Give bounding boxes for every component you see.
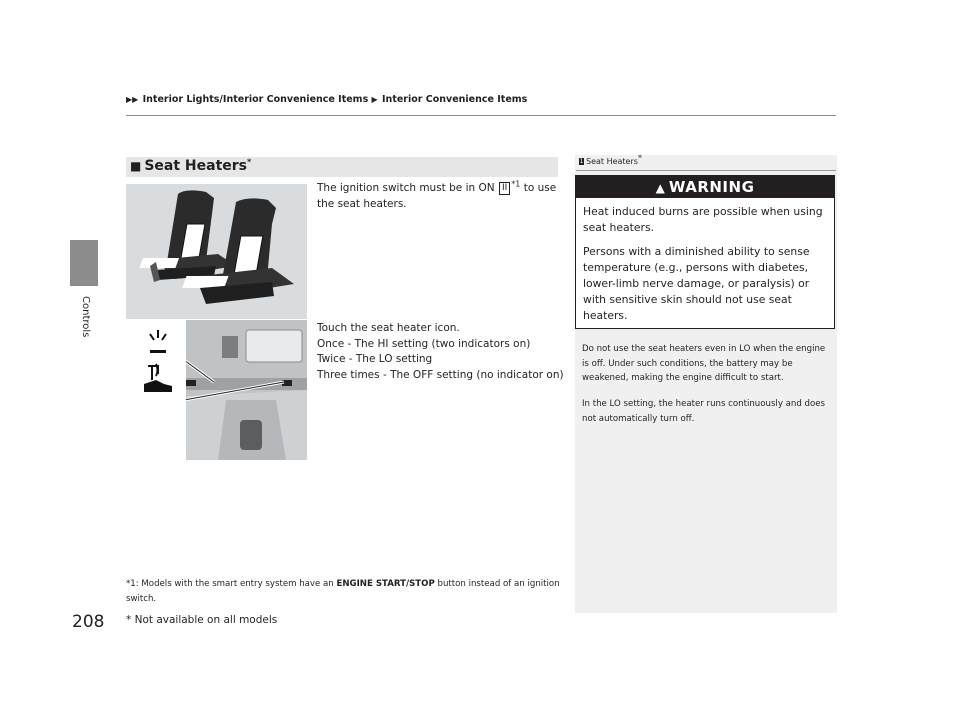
breadcrumb-arrow-icon: ▶▶ (126, 95, 139, 104)
sidebar-label: Controls (80, 296, 91, 338)
warning-header (576, 176, 834, 198)
warning-triangle-icon: ▲ (655, 181, 665, 195)
para1-text-b: to use the seat heaters. (317, 182, 557, 210)
note-title-text[interactable]: Seat Heaters (586, 157, 638, 166)
instruction-line: Three times - The OFF setting (no indicator on) (317, 368, 564, 381)
note-marker-icon: 1 (579, 158, 584, 165)
footnote-suffix: button instead of an ignition switch. (126, 579, 560, 604)
heater-settings-instructions (317, 321, 567, 383)
instruction-line: Twice - The LO setting (317, 353, 433, 365)
note-rule (576, 170, 836, 171)
breadcrumb-part-2[interactable]: Interior Convenience Items (382, 94, 528, 105)
section-asterisk: * (247, 157, 252, 167)
footnote-bold: ENGINE START/STOP (336, 579, 435, 589)
sidebar-tab (70, 240, 98, 286)
warning-text: Heat induced burns are possible when using seat heaters. (583, 205, 823, 234)
para1-text-a: The ignition switch must be in ON (317, 182, 495, 194)
note-paragraph: Do not use the seat heaters even in LO when the engine is off. Under such conditions, the battery may be weakened, making the engine difficult to start. (582, 344, 826, 383)
ignition-instruction (317, 181, 562, 212)
header-rule (126, 115, 836, 116)
ignition-mode-key: II (499, 182, 510, 195)
seats-illustration (126, 184, 307, 319)
footnote-prefix: *1: Models with the smart entry system have an (126, 579, 334, 589)
square-bullet-icon: ■ (130, 159, 142, 173)
footnote-ref[interactable]: *1 (511, 179, 521, 189)
instruction-line: Touch the seat heater icon. (317, 322, 460, 334)
breadcrumb (126, 94, 527, 105)
center-console-illustration (126, 320, 307, 460)
note-asterisk: * (637, 153, 642, 163)
warning-text: Persons with a diminished ability to sense temperature (e.g., persons with diabetes, lower-limb nerve damage, or paralysis) or with sensitive skin should not use seat heaters. (583, 245, 810, 322)
availability-note: * Not available on all models (126, 614, 278, 626)
note-title (579, 153, 642, 166)
section-title-text: Seat Heaters (144, 158, 248, 174)
instruction-line: Once - The HI setting (two indicators on) (317, 337, 531, 350)
note-paragraph: In the LO setting, the heater runs continuously and does not automatically turn off. (582, 399, 826, 424)
warning-label: WARNING (668, 178, 755, 196)
section-title (130, 158, 251, 174)
page-number: 208 (72, 612, 105, 632)
breadcrumb-arrow-icon: ▶ (371, 95, 378, 104)
breadcrumb-part-1[interactable]: Interior Lights/Interior Convenience Items (142, 94, 369, 105)
footnote (126, 577, 566, 607)
